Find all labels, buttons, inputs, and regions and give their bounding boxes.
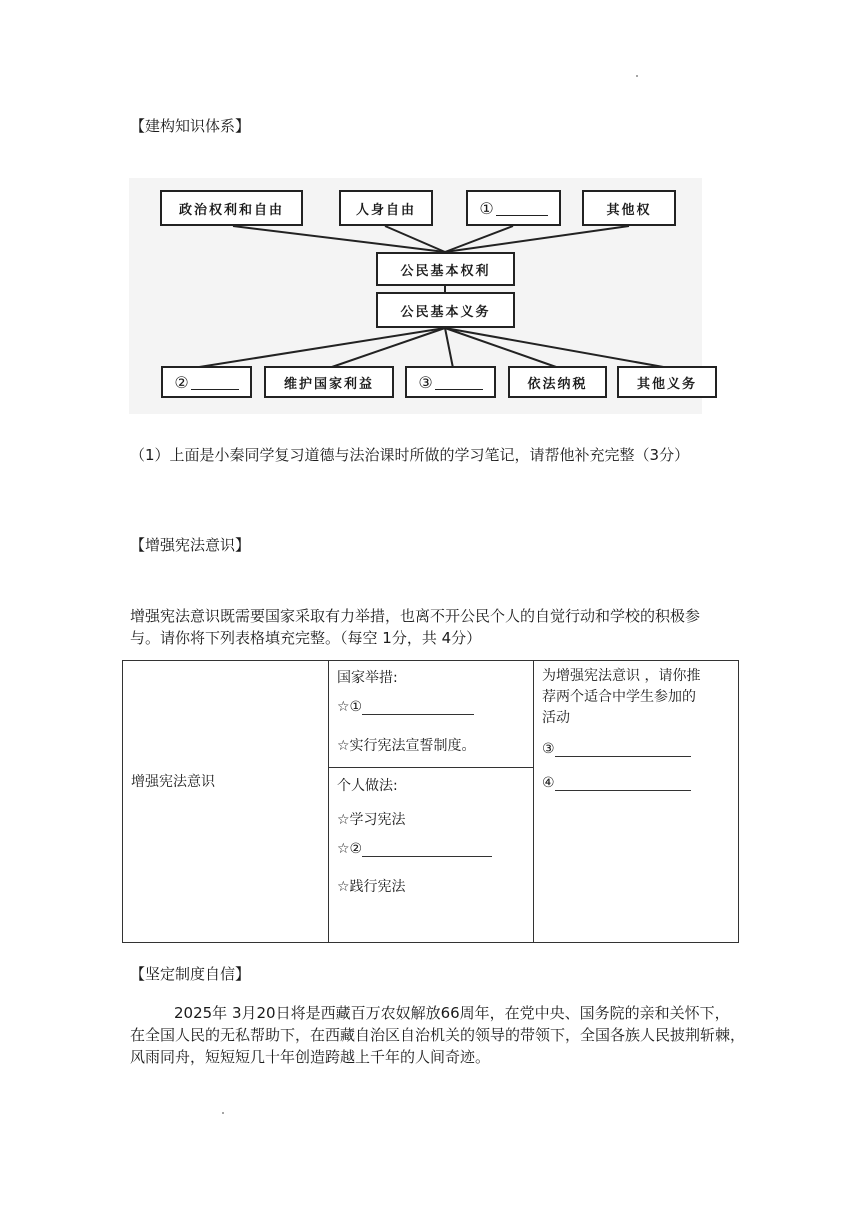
box-national-interest: 维护国家利益: [264, 366, 394, 398]
activity-4: ④: [542, 775, 691, 791]
table-divider-2: [533, 661, 534, 942]
state-measures-title: 国家举措:: [337, 670, 398, 686]
passage-line-3: 风雨同舟，短短短几十年创造跨越上千年的人间奇迹。: [130, 1048, 491, 1066]
intro-line-1: 增强宪法意识既需要国家采取有力举措，也离不开公民个人的自觉行动和学校的积极参: [130, 607, 701, 625]
passage-line-2: 在全国人民的无私帮助下，在西藏自治区自治机关的领导的带领下，全国各族人民披荆斩棘，: [130, 1026, 746, 1044]
intro-line-2: 与。请你将下列表格填充完整。（每空 1分，共 4分）: [130, 629, 482, 647]
answer-line-3[interactable]: [555, 742, 691, 757]
rights-duties-diagram: [129, 178, 702, 414]
blank-3-line: [435, 375, 483, 390]
activity-3: ③: [542, 741, 691, 757]
box-other-duties: 其他义务: [617, 366, 717, 398]
box-citizen-basic-rights: 公民基本权利: [376, 252, 515, 286]
box-pay-taxes: 依法纳税: [508, 366, 607, 398]
activities-title-2: 荐两个适合中学生参加的: [542, 689, 696, 705]
personal-action-3: ☆践行宪法: [337, 879, 406, 895]
box-other-rights: 其他权: [582, 190, 676, 226]
personal-action-2: ☆②: [337, 841, 492, 857]
constitution-table: [122, 660, 739, 943]
scan-speck: [636, 75, 638, 77]
state-measure-1: ☆①: [337, 699, 474, 715]
table-left-label: 增强宪法意识: [131, 774, 215, 790]
question-1: （1）上面是小秦同学复习道德与法治课时所做的学习笔记，请帮他补充完整（3分）: [130, 446, 690, 464]
state-measure-2: ☆实行宪法宣誓制度。: [337, 738, 476, 754]
box-personal-freedom: 人身自由: [339, 190, 433, 226]
personal-action-1: ☆学习宪法: [337, 812, 406, 828]
answer-line-4[interactable]: [555, 776, 691, 791]
box-blank-3: ③: [405, 366, 496, 398]
section-heading-knowledge-system: 【建构知识体系】: [130, 117, 251, 135]
activities-title-3: 活动: [542, 710, 570, 726]
blank-2-line: [191, 375, 239, 390]
box-political-rights: 政治权利和自由: [160, 190, 303, 226]
activities-title-1: 为增强宪法意识 ，请你推: [542, 668, 701, 684]
box-blank-1: [466, 190, 561, 226]
personal-actions-title: 个人做法:: [337, 778, 398, 794]
passage-line-1: 2025年 3月20日将是西藏百万农奴解放66周年，在党中央、国务院的亲和关怀下，: [174, 1004, 730, 1022]
scan-speck: [222, 1112, 224, 1114]
table-divider-1: [328, 661, 329, 942]
blank-1-line: [496, 201, 548, 216]
section-heading-constitution-awareness: 【增强宪法意识】: [130, 536, 251, 554]
answer-line-2[interactable]: [362, 842, 492, 857]
blank-1-label: ①: [479, 198, 494, 218]
table-divider-middle: [328, 767, 533, 768]
box-citizen-basic-duties: 公民基本义务: [376, 292, 515, 328]
answer-line-1[interactable]: [362, 700, 474, 715]
section-heading-institutional-confidence: 【坚定制度自信】: [130, 965, 251, 983]
box-blank-2: ②: [161, 366, 252, 398]
